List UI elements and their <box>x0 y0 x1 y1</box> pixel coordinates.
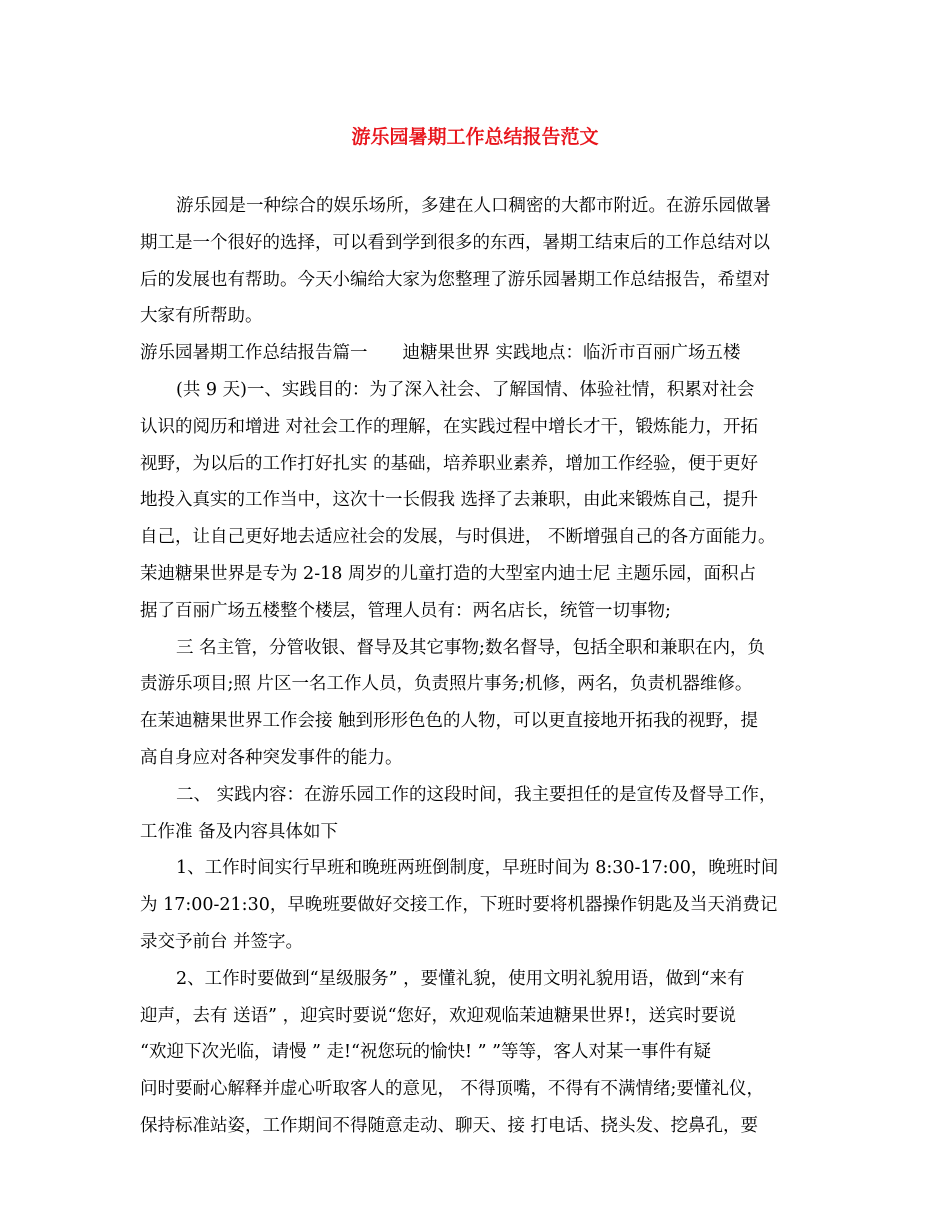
text-line: “欢迎下次光临，请慢 ” 走!“祝您玩的愉快! ” ”等等，客人对某一事件有疑 <box>140 1042 712 1063</box>
paragraph <box>140 777 815 851</box>
text-line: (共 9 天)一、实践目的：为了深入社会、了解国情、体验社情，积累对社会 <box>176 379 755 400</box>
text-line: 高自身应对各种突发事件的能力。 <box>140 747 403 768</box>
paragraph <box>140 188 815 335</box>
text-line: 茉迪糖果世界是专为 2-18 周岁的儿童打造的大型室内迪士尼 主题乐园，面积占 <box>140 563 757 584</box>
text-line: 在茉迪糖果世界工作会接 触到形形色色的人物，可以更直接地开拓我的视野，提 <box>140 711 759 732</box>
text-line: 录交予前台 并签字。 <box>140 931 304 952</box>
text-line: 1、工作时间实行早班和晚班两班倒制度，早班时间为 8:30-17:00，晚班时间 <box>176 858 779 879</box>
paragraph <box>140 850 815 960</box>
paragraph <box>140 630 815 777</box>
text-line: 大家有所帮助。 <box>140 306 263 327</box>
paragraph <box>140 335 815 372</box>
text-line: 认识的阅历和增进 对社会工作的理解，在实践过程中增长才干，锻炼能力，开拓 <box>140 416 759 437</box>
text-line: 游乐园是一种综合的娱乐场所，多建在人口稠密的大都市附近。在游乐园做暑 <box>176 196 771 216</box>
text-line: 游乐园暑期工作总结报告篇一 迪糖果世界 实践地点：临沂市百丽广场五楼 <box>140 343 741 364</box>
paragraph <box>140 372 815 630</box>
text-line: 保持标准站姿，工作期间不得随意走动、聊天、接 打电话、挠头发、挖鼻孔，要 <box>140 1115 759 1136</box>
text-line: 期工是一个很好的选择，可以看到学到很多的东西，暑期工结束后的工作总结对以 <box>140 232 770 253</box>
text-line: 自己，让自己更好地去适应社会的发展，与时俱进， 不断增强自己的各方面能力。 <box>140 527 776 548</box>
text-line: 据了百丽广场五楼整个楼层，管理人员有：两名店长，统管一切事物; <box>140 600 671 621</box>
text-line: 工作准 备及内容具体如下 <box>140 821 339 842</box>
text-line: 为 17:00-21:30，早晚班要做好交接工作，下班时要将机器操作钥匙及当天消费记 <box>140 895 778 916</box>
text-line: 地投入真实的工作当中，这次十一长假我 选择了去兼职，由此来锻炼自己，提升 <box>140 490 759 511</box>
text-line: 2、工作时要做到“星级服务” ，要懂礼貌，使用文明礼貌用语，做到“来有 <box>176 968 745 989</box>
text-line: 三 名主管，分管收银、督导及其它事物;数名督导，包括全职和兼职在内，负 <box>176 637 765 658</box>
document-body <box>140 188 815 1145</box>
text-line: 二、 实践内容：在游乐园工作的这段时间，我主要担任的是宣传及督导工作， <box>176 784 777 805</box>
text-line: 后的发展也有帮助。今天小编给大家为您整理了游乐园暑期工作总结报告，希望对 <box>140 269 770 290</box>
text-line: 迎声，去有 送语” ，迎宾时要说“您好，欢迎观临茉迪糖果世界!，送宾时要说 <box>140 1005 737 1026</box>
document-title: 游乐园暑期工作总结报告范文 <box>351 126 599 148</box>
paragraph <box>140 961 815 1145</box>
text-line: 视野，为以后的工作打好扎实 的基础，培养职业素养，增加工作经验，便于更好 <box>140 453 759 474</box>
text-line: 问时要耐心解释并虚心听取客人的意见， 不得顶嘴，不得有不满情绪;要懂礼仪， <box>140 1079 764 1100</box>
text-line: 责游乐项目;照 片区一名工作人员，负责照片事务;机修，两名，负责机器维修。 <box>140 674 753 695</box>
